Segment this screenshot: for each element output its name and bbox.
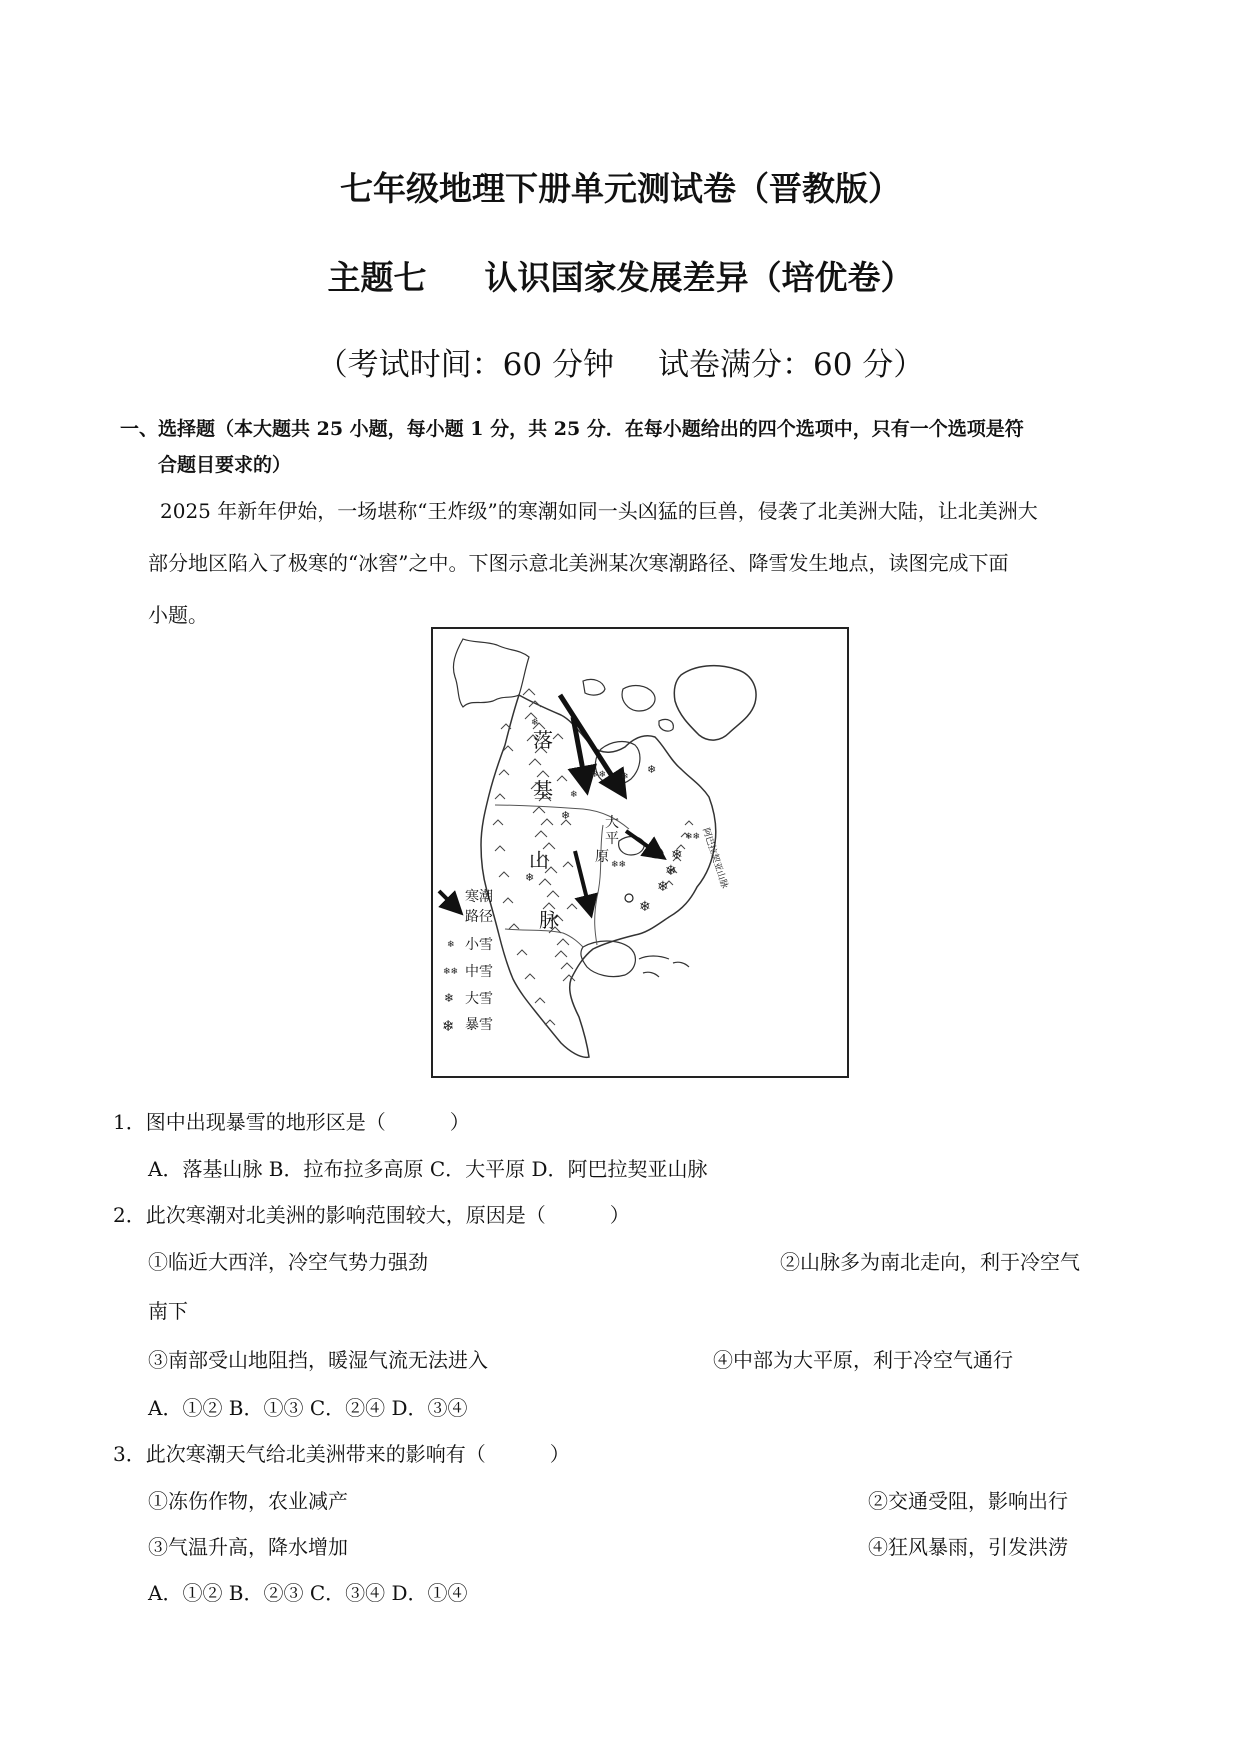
question-stem-text: 1．图中出现暴雪的地形区是（ <box>113 1110 386 1134</box>
intro-line: 2025 年新年伊始，一场堪称“王炸级”的寒潮如同一头凶猛的巨兽，侵袭了北美洲大陆，让北美洲大 <box>160 499 1038 523</box>
question-3-statement-2: ②交通受阻，影响出行 <box>868 1489 1068 1513</box>
intro-line: 小题。 <box>148 603 208 627</box>
blizzard-mark: ❄ <box>639 899 651 915</box>
subtitle-name: 认识国家发展差异（培优卷） <box>484 258 914 297</box>
exam-subtitle <box>0 252 1241 299</box>
exam-time: （考试时间：60 分钟 <box>316 347 614 383</box>
legend-path-line1: 寒潮 <box>465 889 493 905</box>
question-stem-end: ） <box>449 1110 470 1134</box>
arctic-island <box>583 679 605 695</box>
cold-wave-arrow <box>575 851 589 907</box>
plain-label-3: 原 <box>595 849 609 865</box>
legend-arrow-icon <box>439 891 455 907</box>
continent-outline <box>481 695 716 1057</box>
greenland-outline <box>674 666 756 740</box>
full-score: 试卷满分：60 分） <box>658 347 925 383</box>
question-2-statement-2: ②山脉多为南北走向，利于冷空气 <box>780 1250 1080 1274</box>
legend-light-snow-icon: ❄ <box>447 940 455 950</box>
plain-label-1: 大 <box>605 815 619 831</box>
question-3-statement-1: ①冻伤作物，农业减产 <box>148 1489 348 1513</box>
rocky-label-4: 脉 <box>539 908 559 932</box>
arctic-island <box>622 686 655 711</box>
appalachian-label: 阿巴拉契亚山脉 <box>700 826 730 890</box>
question-1-options: A．落基山脉 B．拉布拉多高原 C．大平原 D．阿巴拉契亚山脉 <box>148 1157 708 1181</box>
legend-moderate-snow-icon: ❄❄ <box>443 967 459 977</box>
light-snow-mark: ❄ <box>531 718 539 728</box>
question-3-statement-3: ③气温升高，降水增加 <box>148 1535 348 1559</box>
cold-wave-arrow <box>626 831 657 853</box>
intro-paragraph <box>148 485 1123 641</box>
question-stem-end: ） <box>609 1203 630 1227</box>
question-stem-text: 3．此次寒潮天气给北美洲带来的影响有（ <box>113 1442 486 1466</box>
map-legend <box>439 888 493 1035</box>
rocky-label-1: 落 <box>533 728 553 752</box>
exam-title: 七年级地理下册单元测试卷（晋教版） <box>340 169 901 208</box>
north-america-cold-wave-map <box>431 627 849 1078</box>
heavy-snow-mark: ❄ <box>525 871 535 884</box>
rocky-label-2: 基 <box>533 778 553 802</box>
intro-line: 部分地区陷入了极寒的“冰窖”之中。下图示意北美洲某次寒潮路径、降雪发生地点，读图完成下面 <box>148 551 1009 575</box>
subtitle-topic: 主题七 <box>327 258 427 297</box>
gulf-of-mexico <box>581 941 635 977</box>
cold-wave-arrows <box>560 695 657 907</box>
question-3-stem <box>113 1438 570 1467</box>
question-2-statement-2-cont: 南下 <box>148 1299 188 1323</box>
legend-moderate-snow: 中雪 <box>465 964 493 980</box>
heavy-snow-mark: ❄ <box>561 809 571 822</box>
question-1-stem <box>113 1106 470 1135</box>
river <box>595 825 603 945</box>
question-2-stem <box>113 1199 630 1228</box>
caribbean-islands <box>639 956 689 977</box>
legend-blizzard-icon: ❄ <box>442 1017 455 1035</box>
question-2-options: A．①② B．①③ C．②④ D．③④ <box>148 1396 468 1420</box>
light-snow-mark: ❄ <box>621 772 629 782</box>
heavy-snow-mark: ❄ <box>647 763 657 776</box>
light-snow-mark: ❄ <box>570 790 578 800</box>
section-title-line2: 合题目要求的） <box>158 454 292 476</box>
legend-heavy-snow: 大雪 <box>465 991 493 1007</box>
legend-blizzard: 暴雪 <box>465 1017 493 1033</box>
legend-heavy-snow-icon: ❄ <box>444 991 455 1005</box>
rocky-label-3: 山 <box>529 848 549 872</box>
question-stem-end: ） <box>549 1442 570 1466</box>
question-3-statement-4: ④狂风暴雨，引发洪涝 <box>868 1535 1068 1559</box>
question-3-options: A．①② B．②③ C．③④ D．①④ <box>148 1581 468 1605</box>
city-marker <box>625 894 633 902</box>
moderate-snow-mark: ❄❄ <box>611 860 627 870</box>
moderate-snow-mark: ❄❄ <box>685 832 701 842</box>
exam-info <box>0 339 1241 384</box>
blizzard-mark: ❄ <box>657 879 669 895</box>
question-stem-text: 2．此次寒潮对北美洲的影响范围较大，原因是（ <box>113 1203 546 1227</box>
map-svg <box>433 629 847 1076</box>
blizzard-mark: ❄ <box>665 863 677 879</box>
legend-path-line2: 路径 <box>465 909 493 925</box>
blizzard-mark: ❄ <box>671 847 683 863</box>
arctic-island <box>659 719 673 731</box>
section-heading <box>120 411 1130 483</box>
legend-light-snow: 小雪 <box>465 937 493 953</box>
question-2-statement-1: ①临近大西洋，冷空气势力强劲 <box>148 1250 428 1274</box>
plain-label-2: 平 <box>605 831 619 847</box>
question-2-statement-4: ④中部为大平原，利于冷空气通行 <box>713 1348 1013 1372</box>
question-2-statement-3: ③南部受山地阻挡，暖湿气流无法进入 <box>148 1348 488 1372</box>
moderate-snow-mark: ❄❄ <box>591 770 607 780</box>
section-title-line1: 一、选择题（本大题共 25 小题，每小题 1 分，共 25 分．在每小题给出的四个选项中，只有一个选项是符 <box>120 418 1024 440</box>
cold-wave-arrow <box>560 695 619 787</box>
